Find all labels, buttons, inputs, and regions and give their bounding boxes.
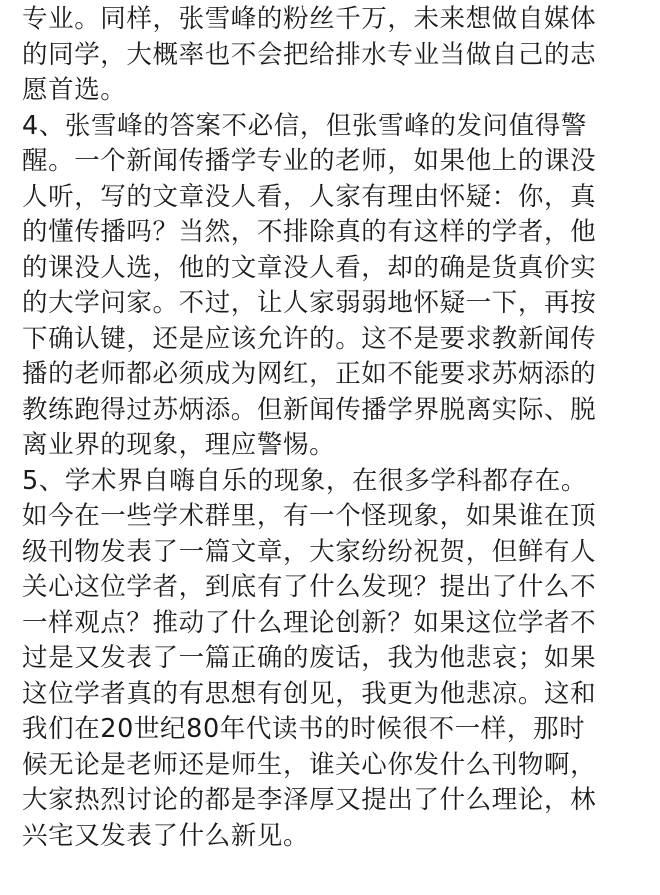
text-line: 级刊物发表了一篇文章，大家纷纷祝贺，但鲜有人 xyxy=(22,536,597,567)
text-line: 候无论是老师还是师生，谁关心你发什么刊物啊， xyxy=(22,749,597,780)
article-text xyxy=(22,2,652,854)
text-line: 这位学者真的有思想有创见，我更为他悲凉。这和 xyxy=(22,678,597,709)
text-line: 离业界的现象，理应警惕。 xyxy=(22,430,336,460)
text-line: 的同学，大概率也不会把给排水专业当做自己的志 xyxy=(22,39,597,70)
text-line: 的大学问家。不过，让人家弱弱地怀疑一下，再按 xyxy=(22,288,597,318)
text-line: 播的老师都必须成为网红，正如不能要求苏炳添的 xyxy=(22,359,597,389)
text-line: 下确认键，还是应该允许的。这不是要求教新闻传 xyxy=(22,323,597,354)
text-line: 4、张雪峰的答案不必信，但张雪峰的发问值得警 xyxy=(22,110,587,141)
text-line: 5、学术界自嗨自乐的现象，在很多学科都存在。 xyxy=(22,465,587,496)
text-line: 兴宅又发表了什么新见。 xyxy=(22,820,310,851)
text-line: 人听，写的文章没人看，人家有理由怀疑：你，真 xyxy=(22,181,597,212)
text-line: 醒。一个新闻传播学专业的老师，如果他上的课没 xyxy=(22,146,597,176)
text-line: 如今在一些学术群里，有一个怪现象，如果谁在顶 xyxy=(22,501,597,531)
text-line: 的课没人选，他的文章没人看，却的确是货真价实 xyxy=(22,252,597,283)
text-line: 过是又发表了一篇正确的废话，我为他悲哀；如果 xyxy=(22,643,597,673)
text-line: 关心这位学者，到底有了什么发现？提出了什么不 xyxy=(22,572,597,602)
text-line: 教练跑得过苏炳添。但新闻传播学界脱离实际、脱 xyxy=(22,394,597,425)
text-line: 大家热烈讨论的都是李泽厚又提出了什么理论，林 xyxy=(22,785,597,815)
text-line: 愿首选。 xyxy=(22,75,127,105)
text-line: 专业。同样，张雪峰的粉丝千万，未来想做自媒体 xyxy=(22,4,597,34)
text-line: 一样观点？推动了什么理论创新？如果这位学者不 xyxy=(22,607,597,638)
text-line: 我们在20世纪80年代读书的时候很不一样，那时 xyxy=(22,714,586,744)
text-line: 的懂传播吗？当然，不排除真的有这样的学者，他 xyxy=(22,217,597,247)
